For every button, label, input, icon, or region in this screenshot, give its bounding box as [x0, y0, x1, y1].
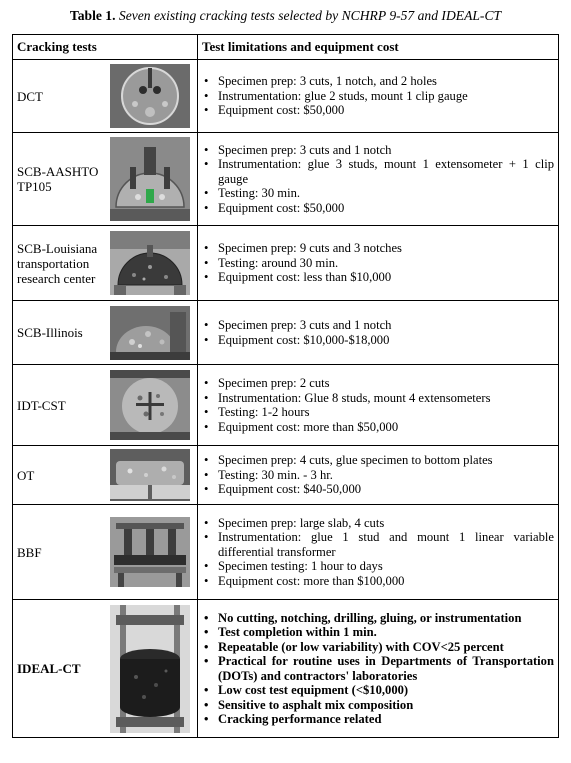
list-item: • Equipment cost: $50,000: [218, 103, 554, 118]
list-item: • Specimen prep: 9 cuts and 3 notches: [218, 241, 554, 256]
table-title: Seven existing cracking tests selected by NCHRP 9-57 and IDEAL-CT: [118, 8, 502, 23]
test-name: SCB-Louisiana transportation research center: [13, 226, 106, 301]
test-name: OT: [13, 446, 106, 505]
list-item: • Instrumentation: Glue 8 studs, mount 4 extensometers: [218, 391, 554, 406]
list-item: • Equipment cost: more than $50,000: [218, 420, 554, 435]
list-item: • Low cost test equipment (<$10,000): [218, 683, 554, 698]
test-limitations: [198, 505, 559, 600]
list-item: • Test completion within 1 min.: [218, 625, 554, 640]
dct-specimen-photo: [105, 60, 198, 133]
list-item: • Equipment cost: $40-50,000: [218, 482, 554, 497]
list-item: • Sensitive to asphalt mix composition: [218, 698, 554, 713]
list-item: • Specimen prep: 3 cuts, 1 notch, and 2 holes: [218, 74, 554, 89]
list-item: • Instrumentation: glue 1 stud and mount 1 linear variable differential transformer: [218, 530, 554, 559]
table-label: Table 1.: [69, 8, 116, 23]
test-limitations: [198, 60, 559, 133]
test-name: IDEAL-CT: [13, 600, 106, 738]
test-name: BBF: [13, 505, 106, 600]
list-item: • Specimen prep: 3 cuts and 1 notch: [218, 318, 554, 333]
table-row: [13, 365, 559, 446]
list-item: • Equipment cost: $50,000: [218, 201, 554, 216]
list-item: • Repeatable (or low variability) with COV<25 percent: [218, 640, 554, 655]
cracking-tests-table: [12, 34, 559, 738]
scb-louisiana-specimen-photo: [105, 226, 198, 301]
list-item: • Instrumentation: glue 3 studs, mount 1 extensometer + 1 clip gauge: [218, 157, 554, 186]
ot-specimen-photo: [105, 446, 198, 505]
table-row: [13, 600, 559, 738]
test-limitations: [198, 365, 559, 446]
list-item: • Cracking performance related: [218, 712, 554, 727]
test-limitations: [198, 600, 559, 738]
test-limitations: [198, 133, 559, 226]
table-row: [13, 133, 559, 226]
list-item: • Instrumentation: glue 2 studs, mount 1 clip gauge: [218, 89, 554, 104]
list-item: • Equipment cost: more than $100,000: [218, 574, 554, 589]
table-row: [13, 505, 559, 600]
list-item: • Specimen prep: 2 cuts: [218, 376, 554, 391]
table-row: [13, 446, 559, 505]
test-limitations: [198, 446, 559, 505]
list-item: • Specimen prep: 3 cuts and 1 notch: [218, 143, 554, 158]
ideal-ct-specimen-photo: [105, 600, 198, 738]
header-row: [13, 35, 559, 60]
list-item: • Testing: 30 min. - 3 hr.: [218, 468, 554, 483]
scb-illinois-specimen-photo: [105, 301, 198, 365]
list-item: • Equipment cost: less than $10,000: [218, 270, 554, 285]
bbf-specimen-photo: [105, 505, 198, 600]
list-item: • No cutting, notching, drilling, gluing, or instrumentation: [218, 611, 554, 626]
test-name: DCT: [13, 60, 106, 133]
list-item: • Specimen prep: 4 cuts, glue specimen to bottom plates: [218, 453, 554, 468]
test-limitations: [198, 226, 559, 301]
list-item: • Specimen testing: 1 hour to days: [218, 559, 554, 574]
test-limitations: [198, 301, 559, 365]
list-item: • Practical for routine uses in Departments of Transportation (DOTs) and contractors' laboratories: [218, 654, 554, 683]
list-item: • Testing: around 30 min.: [218, 256, 554, 271]
test-name: SCB-AASHTO TP105: [13, 133, 106, 226]
idt-cst-specimen-photo: [105, 365, 198, 446]
header-limitations-cost: Test limitations and equipment cost: [198, 35, 559, 60]
header-cracking-tests: Cracking tests: [13, 35, 198, 60]
test-name: SCB-Illinois: [13, 301, 106, 365]
table-row: [13, 301, 559, 365]
list-item: • Testing: 30 min.: [218, 186, 554, 201]
list-item: • Equipment cost: $10,000-$18,000: [218, 333, 554, 348]
table-row: [13, 60, 559, 133]
list-item: • Testing: 1-2 hours: [218, 405, 554, 420]
test-name: IDT-CST: [13, 365, 106, 446]
scb-aashto-specimen-photo: [105, 133, 198, 226]
table-caption: [0, 8, 571, 24]
list-item: • Specimen prep: large slab, 4 cuts: [218, 516, 554, 531]
table-row: [13, 226, 559, 301]
